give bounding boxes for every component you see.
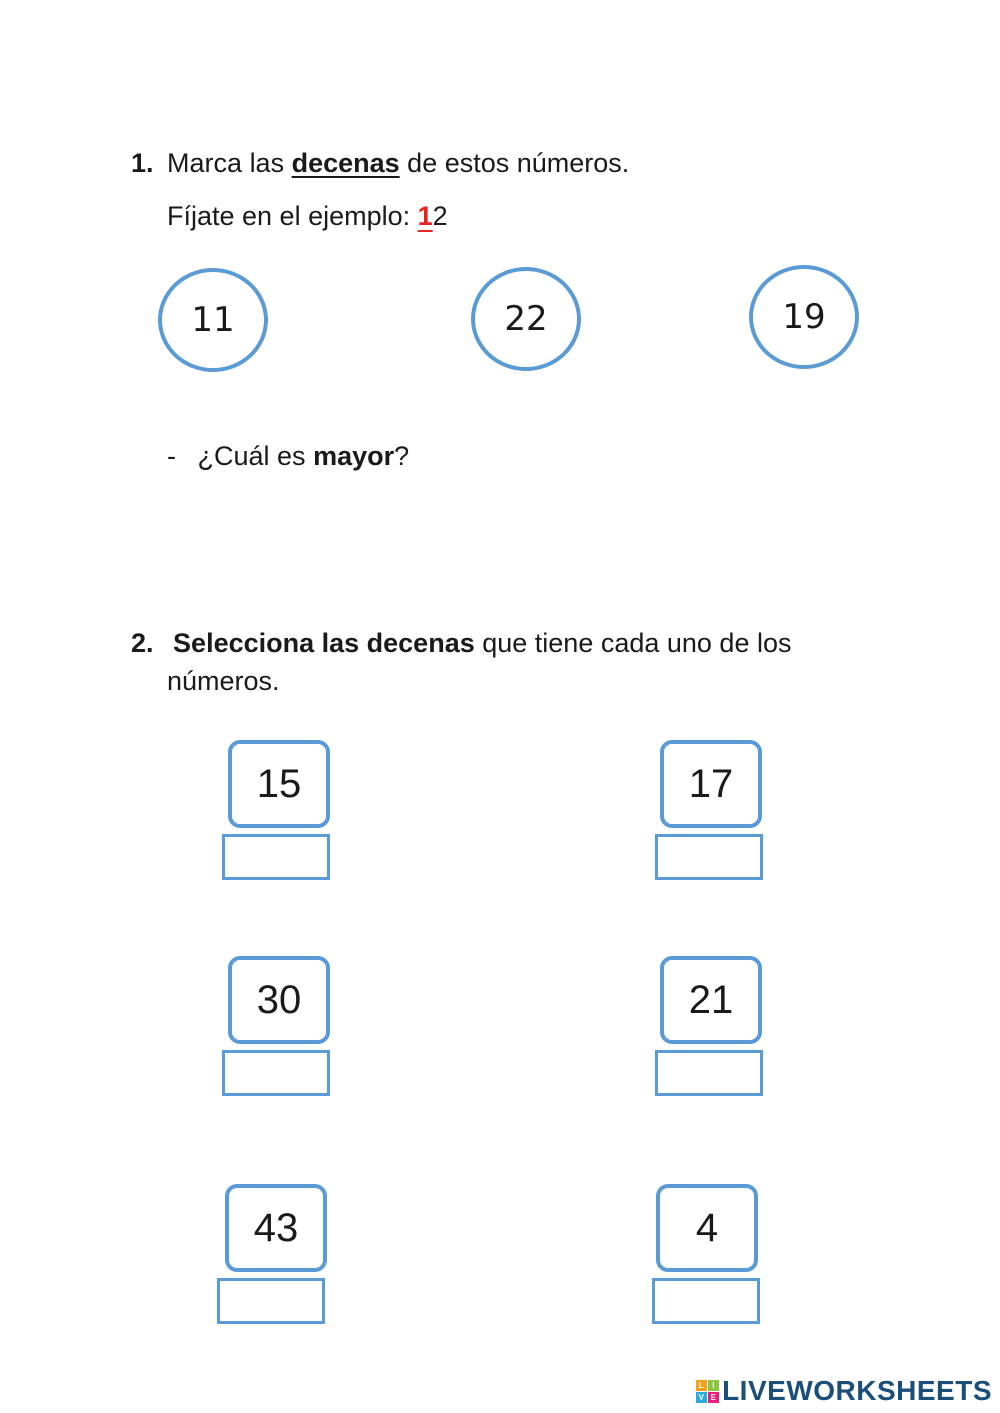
answer-box-4[interactable]	[652, 1278, 760, 1324]
logo-letter-v: V	[696, 1392, 707, 1403]
circle-number-1[interactable]: 11	[158, 268, 268, 372]
answer-box-15[interactable]	[222, 834, 330, 880]
number-box-4: 4	[656, 1184, 758, 1272]
q2-instruction	[131, 627, 791, 659]
logo-letter-i: I	[708, 1380, 719, 1391]
circle-number-2[interactable]: 22	[471, 267, 581, 371]
example-units-digit: 2	[432, 201, 448, 231]
answer-box-21[interactable]	[655, 1050, 763, 1096]
example-tens-digit: 1	[417, 201, 433, 231]
answer-box-30[interactable]	[222, 1050, 330, 1096]
q1-number: 1.	[131, 148, 154, 178]
liveworksheets-logo-icon	[696, 1380, 719, 1403]
followup-before: ¿Cuál es	[197, 441, 314, 471]
logo-letter-l: L	[696, 1380, 707, 1391]
q2-text-bold: Selecciona las decenas	[173, 628, 475, 658]
answer-box-43[interactable]	[217, 1278, 325, 1324]
q1-followup	[167, 440, 409, 472]
liveworksheets-brand	[696, 1375, 992, 1407]
number-box-17: 17	[660, 740, 762, 828]
brand-name: LIVEWORKSHEETS	[722, 1375, 992, 1406]
followup-dash: -	[167, 441, 176, 471]
number-box-15: 15	[228, 740, 330, 828]
q1-emphasis: decenas	[291, 148, 400, 178]
q1-text-after: de estos números.	[399, 148, 630, 178]
q1-instruction	[131, 147, 629, 179]
example-label: Fíjate en el ejemplo:	[167, 201, 418, 231]
q1-text-before: Marca las	[167, 148, 292, 178]
followup-bold: mayor	[313, 441, 395, 471]
number-box-43: 43	[225, 1184, 327, 1272]
q2-instruction-line2: números.	[167, 666, 280, 696]
q2-number: 2.	[131, 628, 154, 658]
logo-letter-e: E	[708, 1392, 719, 1403]
circle-number-3[interactable]: 19	[749, 265, 859, 369]
q2-text-after: que tiene cada uno de los	[474, 628, 792, 658]
q1-example	[167, 200, 448, 232]
answer-box-17[interactable]	[655, 834, 763, 880]
number-box-21: 21	[660, 956, 762, 1044]
followup-after: ?	[394, 441, 410, 471]
number-box-30: 30	[228, 956, 330, 1044]
